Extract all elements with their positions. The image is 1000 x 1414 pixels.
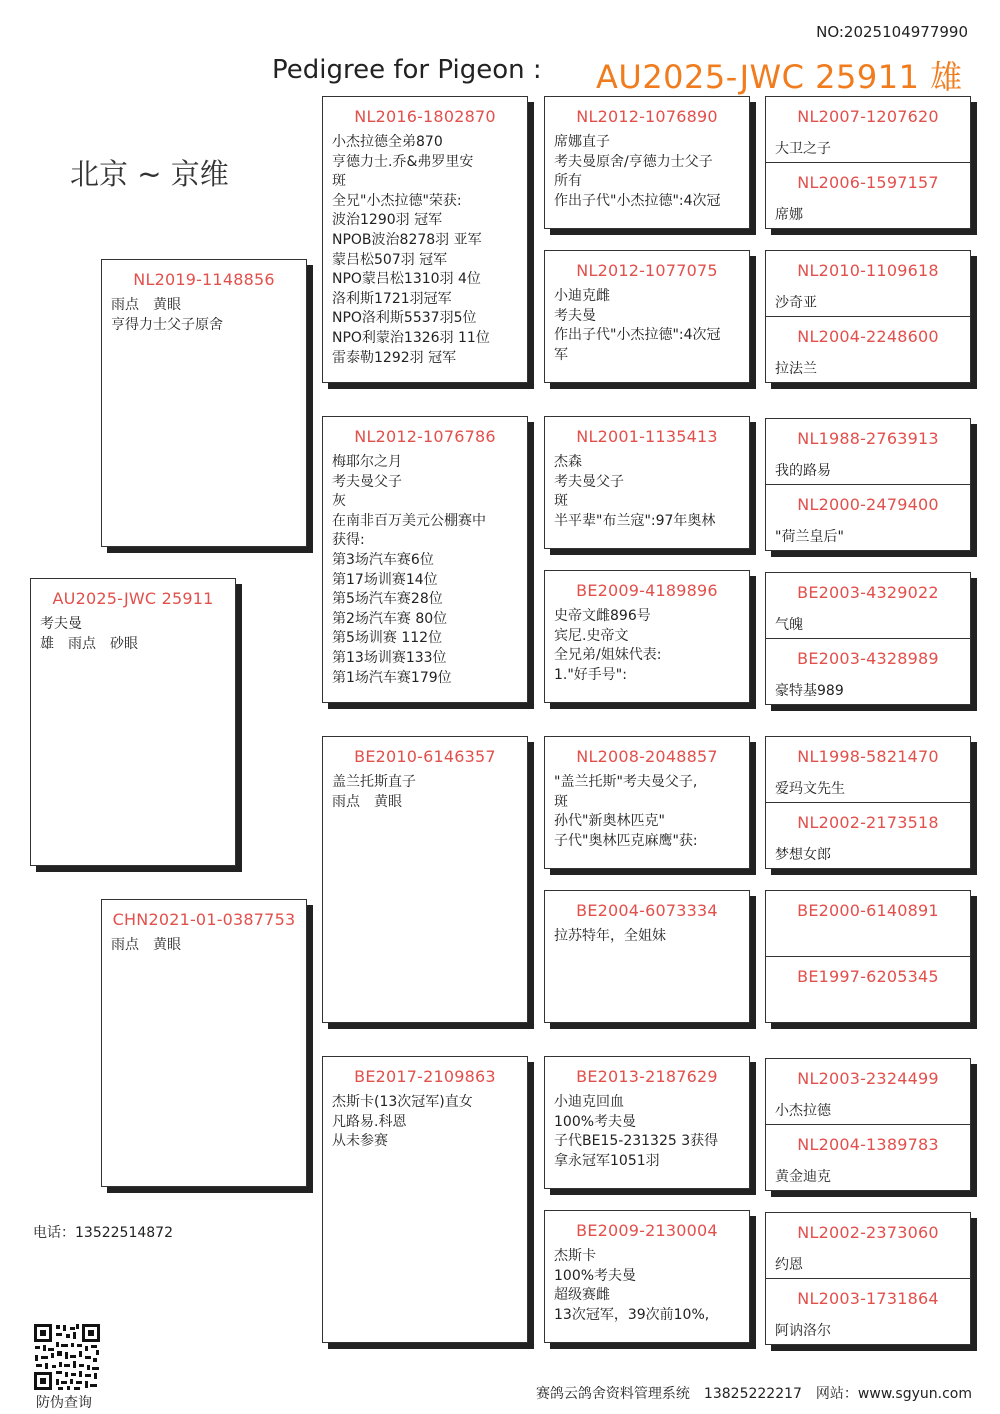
gen4-name: 我的路易 xyxy=(775,462,831,479)
gen3-info: 杰森 考夫曼父子 斑 半平辈"布兰寇":97年奥林 xyxy=(554,454,716,529)
gen3-ring: BE2013-2187629 xyxy=(576,1067,718,1086)
gen4-ring: NL2006-1597157 xyxy=(797,172,939,192)
gen2-card xyxy=(322,1056,528,1343)
gen3-ring: NL2008-2048857 xyxy=(576,747,718,766)
gen4-top xyxy=(766,737,970,803)
gen4-ring: NL2002-2173518 xyxy=(797,812,939,832)
pedigree-ring-title: AU2025-JWC 25911 雄 xyxy=(596,58,963,96)
gen2-ring: BE2010-6146357 xyxy=(354,747,496,766)
gen2-ring: BE2017-2109863 xyxy=(354,1067,496,1086)
dam-card xyxy=(101,899,307,1187)
gen4-bottom xyxy=(766,485,970,551)
gen2-ring: NL2016-1802870 xyxy=(354,107,496,126)
gen4-top xyxy=(766,573,970,639)
gen4-pair xyxy=(765,250,971,383)
gen3-card xyxy=(544,570,750,703)
gen3-card xyxy=(544,250,750,383)
gen4-bottom xyxy=(766,163,970,229)
gen3-info: 拉苏特年，全姐妹 xyxy=(554,928,666,944)
gen4-top xyxy=(766,1059,970,1125)
gen4-ring: BE1997-6205345 xyxy=(797,966,939,986)
gen4-ring: NL2010-1109618 xyxy=(797,261,939,280)
footer-system-info: 赛鸽云鸽舍资料管理系统 13825222217 网站：www.sgyun.com xyxy=(535,1386,972,1402)
gen4-ring: BE2003-4328989 xyxy=(797,648,939,668)
dam-ring: CHN2021-01-0387753 xyxy=(112,910,296,929)
gen4-name: 气魄 xyxy=(775,616,803,633)
gen4-name: 沙奇亚 xyxy=(775,294,817,311)
gen4-bottom xyxy=(766,1279,970,1345)
qr-code-icon[interactable] xyxy=(32,1322,102,1392)
gen3-ring: BE2004-6073334 xyxy=(576,901,718,920)
gen4-pair xyxy=(765,96,971,229)
gen4-ring: NL1998-5821470 xyxy=(797,747,939,766)
gen4-pair xyxy=(765,1212,971,1345)
gen4-name: "荷兰皇后" xyxy=(775,529,844,545)
gen4-bottom xyxy=(766,639,970,705)
gen4-pair xyxy=(765,1058,971,1191)
gen4-ring: NL1988-2763913 xyxy=(797,429,939,448)
subject-info: 考夫曼 雄 雨点 砂眼 xyxy=(40,616,138,652)
gen4-name: 约恩 xyxy=(775,1256,803,1273)
gen4-name: 黄金迪克 xyxy=(775,1169,831,1185)
gen3-info: 小迪克雌 考夫曼 作出子代"小杰拉德":4次冠 军 xyxy=(554,288,721,363)
gen4-bottom xyxy=(766,957,970,1023)
gen4-pair xyxy=(765,418,971,551)
gen3-info: 小迪克回血 100%考夫曼 子代BE15-231325 3获得 拿永冠军1051羽 xyxy=(554,1094,719,1169)
anti-counterfeit-label: 防伪查询 xyxy=(36,1395,92,1411)
gen4-name: 大卫之子 xyxy=(775,140,831,157)
gen4-top xyxy=(766,891,970,957)
gen4-top xyxy=(766,251,970,317)
gen4-ring: NL2000-2479400 xyxy=(797,494,939,514)
gen4-pair xyxy=(765,890,971,1023)
gen4-name: 席娜 xyxy=(775,207,803,223)
gen4-top xyxy=(766,1213,970,1279)
subject-ring: AU2025-JWC 25911 xyxy=(52,589,214,608)
gen3-info: 杰斯卡 100%考夫曼 超级赛雌 13次冠军，39次前10%, xyxy=(554,1248,710,1323)
loft-name: 北京 ~ 京维 xyxy=(70,157,229,191)
gen3-ring: BE2009-4189896 xyxy=(576,581,718,600)
gen4-name: 爱玛文先生 xyxy=(775,780,845,797)
gen3-card xyxy=(544,96,750,229)
gen3-info: "盖兰托斯"考夫曼父子, 斑 孙代"新奥林匹克" 子代"奥林匹克麻鹰"获: xyxy=(554,774,698,849)
dam-info: 雨点 黄眼 xyxy=(111,937,181,953)
gen2-card xyxy=(322,96,528,383)
gen4-name: 梦想女郎 xyxy=(775,847,831,863)
gen3-card xyxy=(544,736,750,869)
gen2-ring: NL2012-1076786 xyxy=(354,427,496,446)
gen4-ring: NL2002-2373060 xyxy=(797,1223,939,1242)
gen4-pair xyxy=(765,572,971,705)
gen2-info: 梅耶尔之月 考夫曼父子 灰 在南非百万美元公棚赛中 获得: 第3场汽车赛6位 第17场训赛14位 第5场汽车赛28位 第2场汽车赛 80位 第5场训赛 112位 第13场训赛133位 第1场汽车赛179位 xyxy=(332,454,486,686)
gen4-pair xyxy=(765,736,971,869)
gen4-name: 拉法兰 xyxy=(775,361,817,377)
gen4-bottom xyxy=(766,803,970,869)
gen3-ring: NL2001-1135413 xyxy=(576,427,718,446)
gen4-ring: NL2007-1207620 xyxy=(797,107,939,126)
gen4-name: 豪特基989 xyxy=(775,683,844,699)
gen3-card xyxy=(544,416,750,549)
phone-number: 电话：13522514872 xyxy=(33,1225,173,1241)
gen3-card xyxy=(544,1056,750,1189)
gen4-ring: NL2004-1389783 xyxy=(797,1134,939,1154)
gen4-name: 阿讷洛尔 xyxy=(775,1323,831,1339)
gen3-card xyxy=(544,890,750,1023)
gen2-card xyxy=(322,416,528,703)
gen3-ring: NL2012-1076890 xyxy=(576,107,718,126)
gen3-info: 席娜直子 考夫曼原舍/亨德力士父子 所有 作出子代"小杰拉德":4次冠 xyxy=(554,134,721,209)
gen2-info: 盖兰托斯直子 雨点 黄眼 xyxy=(332,774,416,810)
gen4-bottom xyxy=(766,317,970,383)
gen3-info: 史帝文雌896号 宾尼.史帝文 全兄弟/姐妹代表: 1."好手号": xyxy=(554,608,662,683)
gen4-top xyxy=(766,419,970,485)
gen3-card xyxy=(544,1210,750,1343)
gen4-bottom xyxy=(766,1125,970,1191)
sire-info: 雨点 黄眼 亨得力士父子原舍 xyxy=(111,297,223,333)
gen4-name: 小杰拉德 xyxy=(775,1102,831,1119)
gen4-ring: NL2003-2324499 xyxy=(797,1069,939,1088)
gen4-ring: NL2004-2248600 xyxy=(797,326,939,346)
pedigree-title: Pedigree for Pigeon : xyxy=(272,55,542,85)
gen4-ring: BE2003-4329022 xyxy=(797,583,939,602)
gen4-ring: NL2003-1731864 xyxy=(797,1288,939,1308)
sire-card xyxy=(101,259,307,547)
sire-ring: NL2019-1148856 xyxy=(133,270,275,289)
document-number: NO:2025104977990 xyxy=(816,23,968,41)
gen2-info: 杰斯卡(13次冠军)直女 凡路易.科恩 从未参赛 xyxy=(332,1094,473,1150)
gen2-info: 小杰拉德全弟870 亨德力士.乔&弗罗里安 斑 全兄"小杰拉德"荣获: 波治1290羽 冠军 NPOB波治8278羽 亚军 蒙吕松507羽 冠军 NPO蒙吕松1310羽 4位 洛利斯1721羽冠军 NPO洛利斯5537羽5位 NPO利蒙治1326羽 11位 雷泰勒1292羽 冠军 xyxy=(332,134,490,366)
gen3-ring: NL2012-1077075 xyxy=(576,261,718,280)
gen2-card xyxy=(322,736,528,1023)
gen4-ring: BE2000-6140891 xyxy=(797,901,939,920)
gen3-ring: BE2009-2130004 xyxy=(576,1221,718,1240)
gen4-top xyxy=(766,97,970,163)
subject-card xyxy=(30,578,236,866)
